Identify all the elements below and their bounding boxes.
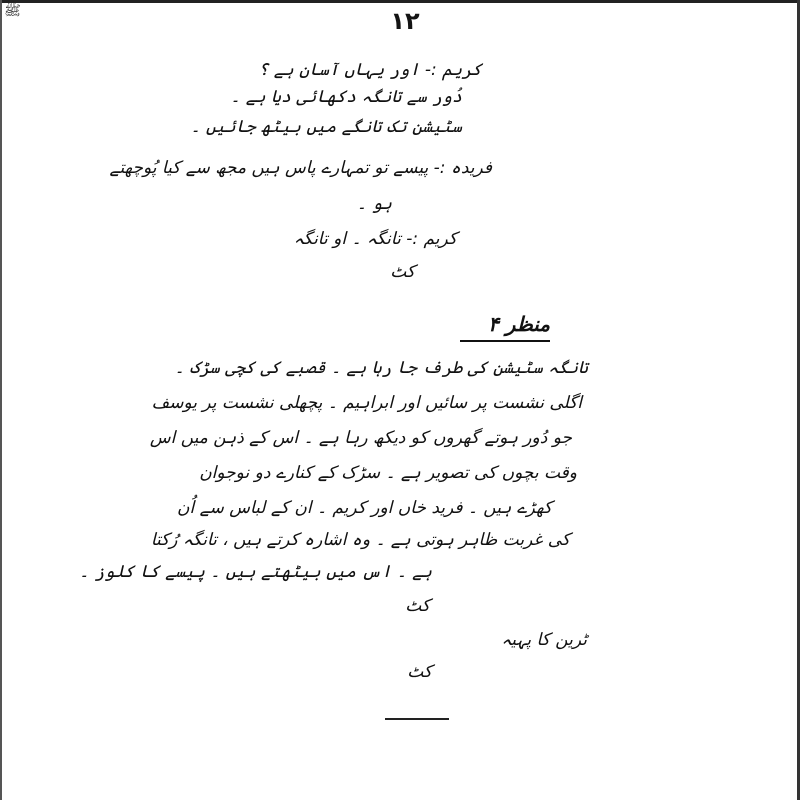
scene-line: اگلی نشست پر سائیں اور ابراہیم ۔ پچھلی نشست پر یوسف xyxy=(151,393,582,413)
dialogue-line: فریدہ :- پیسے تو تمہارے پاس ہیں مجھ سے کیا پُوچھتے xyxy=(109,158,492,178)
cut-marker: کٹ xyxy=(407,662,432,682)
scene-line: ہے ۔ اس میں بیٹھتے ہیں ۔ پیسے کا کلوز ۔ xyxy=(79,562,432,582)
dialogue-line: کریم :- اور یہاں آسان ہے ؟ xyxy=(258,60,482,80)
cut-marker: کٹ xyxy=(390,262,415,282)
corner-mark: ﷺ xyxy=(4,3,21,19)
scene-line: وقت بچوں کی تصویر ہے ۔ سڑک کے کنارے دو نوجوان xyxy=(199,463,577,483)
dialogue-line: دُور سے تانگہ دکھائی دیا ہے ۔ xyxy=(230,87,462,107)
page-border-top xyxy=(0,0,800,3)
scene-line: جو دُور ہوتے گھروں کو دیکھ رہا ہے ۔ اس کے ذہن میں اس xyxy=(149,428,572,448)
dialogue-line: ہو ۔ xyxy=(356,194,392,214)
page-number: ١٢ xyxy=(390,7,420,35)
page-border-left xyxy=(0,0,2,800)
dialogue-line: سٹیشن تک تانگے میں بیٹھ جائیں ۔ xyxy=(190,117,462,137)
end-rule xyxy=(385,718,449,720)
scene-line: کی غربت ظاہر ہوتی ہے ۔ وہ اشارہ کرتے ہیں ، تانگہ رُکتا xyxy=(150,530,570,550)
train-shot: ٹرین کا پہیہ xyxy=(501,630,587,650)
dialogue-line: کریم :- تانگہ ۔ او تانگہ xyxy=(293,229,457,249)
heading-underline xyxy=(460,340,550,342)
scene-heading: منظر ۴ xyxy=(488,312,550,336)
scene-line: تانگہ سٹیشن کی طرف جا رہا ہے ۔ قصبے کی کچی سڑک ۔ xyxy=(174,358,588,378)
cut-marker: کٹ xyxy=(405,596,430,616)
scene-line: کھڑے ہیں ۔ فرید خاں اور کریم ۔ ان کے لباس سے اُن xyxy=(177,498,552,518)
